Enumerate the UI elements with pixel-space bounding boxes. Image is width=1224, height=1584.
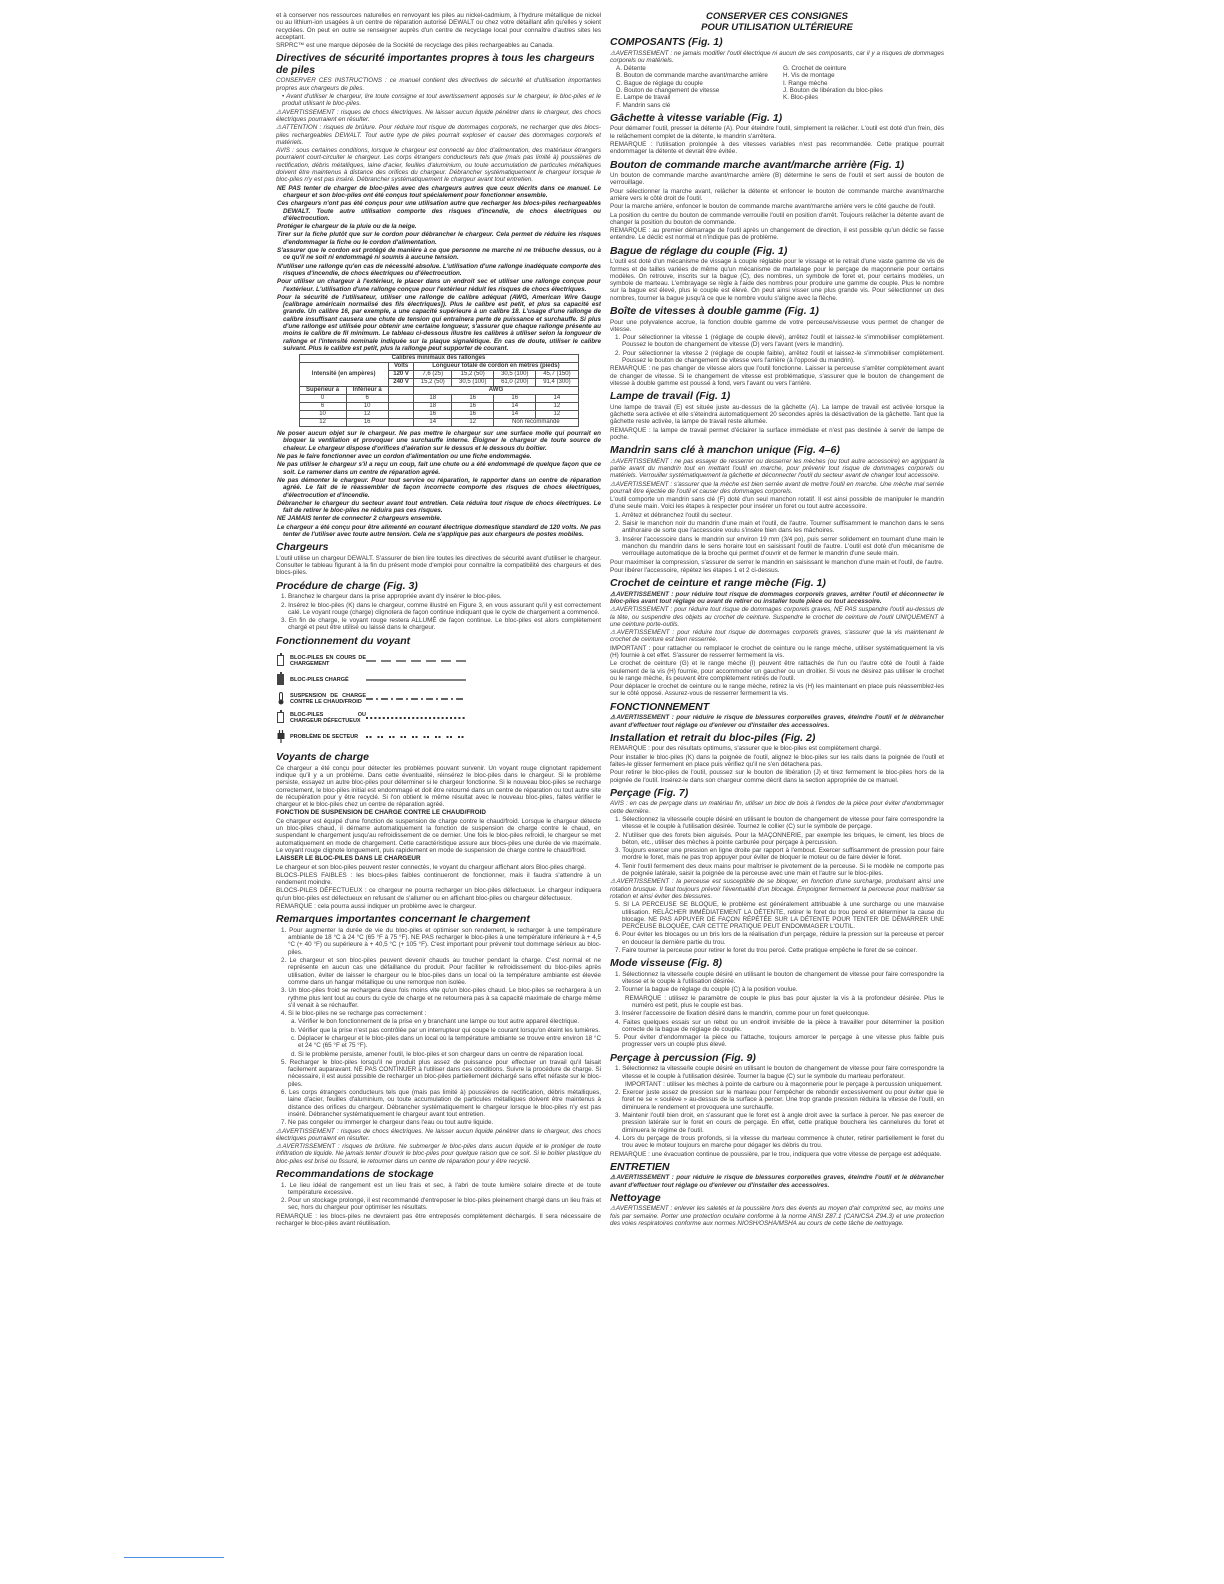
defect-text: BLOCS-PILES DÉFECTUEUX : ce chargeur ne pourra recharger un bloc-piles défectueux. Le chargeur indiquera qu'un bloc-piles est défectueux en refusant de s'allumer ou en affichant bloc-piles ou chargeur défectueux. [276, 887, 601, 902]
nettoyage-warning: ⚠AVERTISSEMENT : enlever les saletés et la poussière hors des évents au moyen d'air comprimé sec, au moins une fois par semaine. Porter une protection oculaire conforme à la norme ANSI Z87.1 (CAN/CSA Z94.3) et une protection des voies respiratoires conforme aux normes NIOSH/OSHA/MSHA au cours de cette tâche de nettoyage. [610, 1205, 944, 1228]
entretien-warning: ⚠AVERTISSEMENT : pour réduire le risque de blessures corporelles graves, éteindre l'outil et le débrancher avant d'effectuer tout réglage ou d'enlever ou d'installer des accessoires. [610, 1174, 944, 1189]
table-cell: 45,7 (150) [536, 371, 578, 379]
indicator-legend [276, 651, 601, 746]
remarque-item: 7. Ne pas congeler ou immerger le chargeur dans l'eau ou tout autre liquide. [281, 1119, 494, 1127]
visseuse-step: 4. Faites quelques essais sur un rebut ou un endroit invisible de la pièce à travailler pour déterminer la position correcte de la bague de réglage de couple. [615, 1018, 944, 1033]
remarque-subitem: c. Déplacer le chargeur et le bloc-piles dans un local où la température ambiante se trouve entre environ 18 °C et 24 °C (65 °F et 75 °F). [291, 1035, 601, 1050]
table-cell: 12 [452, 419, 494, 427]
indicator-label: PROBLÈME DE SECTEUR [290, 733, 359, 740]
boite-step: 1. Pour sélectionner la vitesse 1 (réglage de couple élevé), arrêtez l'outil et laissez-le s'immobiliser complètement. Poussez le bouton de changement de vitesse (D) vers l'avant (vers le mandrin). [615, 334, 944, 349]
remarque-item: 4. Si le bloc-piles ne se recharge pas correctement : [281, 1010, 427, 1018]
safety-caution-burn: ⚠ATTENTION : risques de brûlure. Pour réduire tout risque de dommages corporels, ne recharger que des blocs-piles rechargeables DEWALT. Tout autre type de piles pourrait exploser et causer des dommages corporels et matériels. [276, 124, 601, 146]
safety-read-note: • Avant d'utiliser le chargeur, lire toute consigne et tout avertissement apposés sur le chargeur, le bloc-piles et le produit utilisant le bloc-piles. [282, 93, 601, 108]
lampe-title: Lampe de travail (Fig. 1) [610, 390, 731, 403]
conserver-heading [610, 12, 944, 33]
table-cell: 15,2 (50) [414, 379, 452, 387]
table-cell: 12 [299, 419, 346, 427]
safety-bullet: Ne pas utiliser le chargeur s'il a reçu un coup, fait une chute ou a été endommagé de quelque façon que ce soit. Le ramener dans un centre de réparation agréé. [277, 461, 601, 476]
safety-intro: CONSERVER CES INSTRUCTIONS : ce manuel contient des directives de sécurité et d'utilisation importantes propres aux chargeurs de piles. [276, 77, 601, 92]
table-cell: 6 [299, 403, 346, 411]
percage-step: 5. SI LA PERCEUSE SE BLOQUE, le problème est généralement attribuable à une surcharge ou une mauvaise utilisation. RELÂCHER IMMÉDIATEMENT LA DÉTENTE, retirer le foret du trou percé et déterminer la cause du blocage. NE PAS APPUYER DE FAÇON RÉPÉTÉE SUR LA DÉTENTE POUR TENTER DE DÉMARRER UNE PERCEUSE BLOQUÉE, CAR CETTE PRATIQUE PEUT ENDOMMAGER L'OUTIL. [615, 901, 944, 931]
length-header: Longueur totale de cordon en mètres (pieds) [414, 363, 578, 371]
safety-bullet: Ne poser aucun objet sur le chargeur. Ne pas mettre le chargeur sur une surface molle qui pourrait en bloquer la ventilation et provoquer une surchauffe interne. Éloigner le chargeur de toute source de chaleur. Le chargeur dispose d'orifices d'aération sur le dessus et le dessous du boîtier. [277, 430, 601, 452]
safety-notice: AVIS : sous certaines conditions, lorsque le chargeur est connecté au bloc d'alimentation, des matériaux étrangers pourraient court-circuiter le chargeur. Les corps étrangers conducteurs tels que (mais pas limité à) poussières de rectification, débris métalliques, laine d'acier, feuilles d'aluminium, ou toute accumulation de particules métalliques doivent être maintenus à distance des orifices du chargeur. Débrancher systématiquement le chargeur lorsque le bloc-piles n'y est pas inséré. Débrancher systématiquement le chargeur avant tout entretien. [276, 147, 601, 184]
safety-bullet: S'assurer que le cordon est protégé de manière à ce que personne ne marche ni ne trébuche dessus, ou à ce qu'il ne soit ni endommagé ni soumis à aucune tension. [277, 247, 601, 262]
mandrin-warning: ⚠AVERTISSEMENT : ne pas essayer de resserrer ou desserrer les mèches (ou tout autre accessoire) en agrippant la partie avant du mandrin tout en mettant l'outil en marche, pour prévenir tout risque de dommages corporels ou matériels. Verrouiller systématiquement la gâchette et déconnecter l'outil du secteur avant de changer tout accessoire. [610, 457, 944, 480]
mandrin-step: 3. Insérer l'accessoire dans le mandrin sur environ 19 mm (3/4 po), puis serrer solidement en tournant d'une main le manchon du mandrin dans le sens horaire tout en saisissant l'outil de l'autre. L'outil est doté d'un mécanisme de verrouillage automatique de la broche qui permet d'ouvrir et de fermer le mandrin d'une seule main. [615, 535, 944, 558]
table-cell: 16 [494, 395, 536, 403]
table-cell: 30,5 (100) [452, 379, 494, 387]
indicator-label: BLOC-PILES OU CHARGEUR DÉFECTUEUX [290, 711, 366, 724]
chargeurs-title: Chargeurs [276, 541, 329, 554]
bouton-remarque: REMARQUE : au premier démarrage de l'outil après un changement de direction, il est possible qu'un déclic se fasse entendre. Le déclic est normal et n'indique pas de problème. [610, 227, 944, 242]
amp-label: Intensité (en ampères) [299, 363, 388, 387]
safety-title: Directives de sécurité importantes propres à tous les chargeurs de piles [276, 52, 595, 76]
table-cell: 10 [346, 403, 388, 411]
mandrin-warning: ⚠AVERTISSEMENT : s'assurer que la mèche est bien serrée avant de mettre l'outil en marche. Une mèche mal serrée pourrait être éjectée de l'outil et causer des dommages corporels. [610, 480, 944, 495]
percage-warning: ⚠AVERTISSEMENT : la perceuse est susceptible de se bloquer, en fonction d'une surcharge, produisant ainsi une rotation brusque. Il faut toujours prévoir l'éventualité d'un blocage. Empoigner fermement la perceuse pour maîtriser sa rotation et ainsi éviter des blessures. [610, 878, 944, 900]
table-cell: 12 [536, 411, 578, 419]
extension-cord-table [299, 354, 579, 427]
pattern-solid [366, 677, 466, 683]
suspension-title: FONCTION DE SUSPENSION DE CHARGE CONTRE LE CHAUD/FROID [276, 809, 486, 817]
mandrin-title: Mandrin sans clé à manchon unique (Fig. 4–6) [610, 444, 840, 457]
table-title: Calibres minimaux des rallonges [299, 355, 578, 363]
visseuse-step: 1. Sélectionnez la vitesse/le couple désiré en utilisant le bouton de changement de vitesse pour faire correspondre la vitesse et le couple à l'utilisation désirée. [615, 970, 944, 986]
crochet-text: Pour déplacer le crochet de ceinture ou le range mèche, retirez la vis (H) les maintenant en place puis réassemblez-les sur le côté opposé. Assurez-vous de resserrer fermement la vis. [610, 683, 944, 698]
safety-bullet: NE JAMAIS tenter de connecter 2 chargeurs ensemble. [277, 515, 442, 523]
suspension-text: Ce chargeur est équipé d'une fonction de suspension de charge contre le chaud/froid. Lorsque le chargeur détecte un bloc-piles chaud, il démarre automatiquement la fonction de suspension de charge contre le chaud, en suspendant le chargement jusqu'au refroidissement de ce dernier. Une fois le bloc-piles refroidi, le chargeur se met automatiquement en mode de chargement. Cette caractéristique assure aux blocs-piles une durée de vie maximale. Le voyant rouge clignote longuement, puis rapidement en mode de suspension de charge contre le chaud/froid. [276, 817, 601, 854]
entretien-title: ENTRETIEN [610, 1160, 670, 1173]
mandrin-text: Pour libérer l'accessoire, répétez les étapes 1 et 2 ci-dessus. [610, 566, 780, 574]
stockage-title: Recommandations de stockage [276, 1168, 434, 1181]
indicator-charged [276, 670, 601, 689]
remarque-item: 5. Recharger le bloc-piles lorsqu'il ne produit plus assez de puissance pour effectuer un travail qu'il faisait facilement auparavant. NE PAS CONTINUER à l'utiliser dans ces conditions. Suivre la procédure de charge. Si nécessaire, il est aussi possible de recharger un bloc-piles partiellement déchargé sans effet néfaste sur le bloc-piles. [281, 1058, 601, 1088]
component-item: B. Bouton de commande marche avant/marche arrière [616, 72, 768, 80]
crochet-text: Le crochet de ceinture (G) et le range mèche (I) peuvent être rattachés de l'un ou l'autre côté de l'outil à l'aide seulement de la vis (H) fournie, pour accommoder un gaucher ou un droitier. Si vous ne désirez pas utiliser le crochet ou le range mèche, ils peuvent être complètement retirés de l'outil. [610, 660, 944, 682]
footer-link-underline [124, 1557, 224, 1558]
table-cell: 0 [299, 395, 346, 403]
percage-title: Perçage (Fig. 7) [610, 786, 689, 799]
composants-warning: ⚠AVERTISSEMENT : ne jamais modifier l'outil électrique ni aucun de ses composants, car il y a risques de dommages corporels ou matériels. [610, 49, 944, 64]
table-cell: 16 [414, 411, 452, 419]
table-row [299, 411, 578, 419]
component-item: J. Bouton de libération du bloc-piles [783, 86, 883, 94]
nettoyage-title: Nettoyage [610, 1191, 661, 1204]
visseuse-title: Mode visseuse (Fig. 8) [610, 957, 723, 970]
voyants-text: Ce chargeur a été conçu pour détecter les problèmes pouvant survenir. Un voyant rouge clignotant rapidement indique qu'il y a un problème. Dans cette éventualité, réinsérez le bloc-piles dans le chargeur. Si le problème persiste, essayez un autre bloc-piles pour déterminer si le chargeur fonctionne. Si le nouveau bloc-piles se recharge correctement, le bloc-piles initial est endommagé et doit être retourné dans un centre de réparation ou tout autre site de récupération pour y être recyclé. Si l'on obtient le même résultat avec le nouveau bloc-piles, faites vérifier le chargeur et le bloc-piles chez un centre de réparation agréé. [276, 764, 601, 809]
remarque-item: 6. Les corps étrangers conducteurs tels que (mais pas limité à) poussières de rectification, débris métalliques, laine d'acier, feuilles d'aluminium, ou toute accumulation de particules métalliques doivent être maintenus à distance des orifices du chargeur. Débrancher systématiquement le chargeur lorsque le bloc-piles n'y est pas inséré. Débrancher systématiquement le chargeur avant tout entretien. [281, 1089, 601, 1118]
gachette-remarque: REMARQUE : l'utilisation prolongée à des vitesses variables n'est pas recommandée. Cette pratique pourrait endommager la détente et devrait être évitée. [610, 140, 944, 156]
table-cell: 16 [452, 395, 494, 403]
awg-header: AWG [414, 387, 578, 395]
percage-step: 3. Toujours exercer une pression en ligne droite par rapport à l'embout. Exercer suffisamment de pression pour faire mordre le foret, mais ne pas trop appuyer pour éviter de bloquer le moteur ou de faire dévier le foret. [615, 847, 944, 862]
pattern-long-dashes [366, 658, 466, 664]
pattern-dash-dot [366, 696, 466, 702]
procedure-step: 2. Insérez le bloc-piles (K) dans le chargeur, comme illustré en Figure 3, en vous assurant qu'il y est correctement calé. Le voyant rouge (charge) clignotera de façon continue indiquant que le cycle de chargement a commencé. [281, 601, 601, 616]
safety-bullet: Protéger le chargeur de la pluie ou de la neige. [277, 223, 417, 231]
table-cell: 10 [299, 411, 346, 419]
table-cell: 61,0 (200) [494, 379, 536, 387]
percussion-important: IMPORTANT : utiliser les mèches à pointe de carbure ou à maçonnerie pour le perçage à percussion uniquement. [625, 1080, 943, 1088]
crochet-warning: ⚠AVERTISSEMENT : pour réduire tout risque de dommages corporels graves, arrêter l'outil et déconnecter le bloc-piles avant tout réglage ou avant de retirer ou installer toute pièce ou tout accessoire. [610, 590, 944, 605]
table-cell: 18 [414, 403, 452, 411]
fonctionnement-title: FONCTIONNEMENT [610, 700, 710, 713]
crochet-warning: ⚠AVERTISSEMENT : pour réduire tout risque de dommages corporels graves, NE PAS suspendre l'outil au-dessus de la tête, ou suspendre des objets au crochet de ceinture. Suspendre le crochet de ceinture de l'outil UNIQUEMENT à une ceinture porte-outils. [610, 606, 944, 628]
laisser-title: LAISSER LE BLOC-PILES DANS LE CHARGEUR [276, 855, 421, 863]
percage-step: 4. Tenir l'outil fermement des deux mains pour maîtriser le pivotement de la perceuse. Si le modèle ne comporte pas de poignée latérale, saisir la poignée de la perceuse avec une main et l'autre sur le bloc-piles. [615, 862, 944, 878]
install-title: Installation et retrait du bloc-piles (Fig. 2) [610, 731, 816, 744]
lampe-text: Une lampe de travail (E) est située juste au-dessus de la gâchette (A). La lampe de travail est activée lorsque la gâchette sera activée et elle s'éteindra automatiquement 20 secondes après la désactivation de la gâchette. Tant que la gâchette reste activée, la lampe de travail reste allumée. [610, 403, 944, 426]
table-cell: 16 [346, 419, 388, 427]
stockage-item: 2. Pour un stockage prolongé, il est recommandé d'entreposer le bloc-piles pleinement chargé dans un lieu frais et sec, hors du chargeur pour optimiser les résultats. [281, 1197, 601, 1212]
inf-header: Inférieur à [346, 387, 388, 395]
table-row [299, 395, 578, 403]
remarque-subitem: b. Vérifier que la prise n'est pas contrôlée par un interrupteur qui coupe le courant lorsqu'on éteint les lumières. [291, 1026, 601, 1034]
mandrin-text: Pour maximiser la compression, s'assurer de serrer le mandrin en saisissant le manchon d'une main et l'outil, de l'autre. [610, 558, 944, 566]
safety-bullet: Le chargeur a été conçu pour être alimenté en courant électrique domestique standard de 120 volts. Ne pas tenter de l'utiliser avec toute autre tension. Cela ne s'applique pas aux chargeurs de postes mobiles. [277, 523, 601, 539]
manual-page [276, 12, 944, 1560]
component-item: G. Crochet de ceinture [783, 65, 847, 73]
remarque-text: REMARQUE : cela pourra aussi indiquer un problème avec le chargeur. [276, 903, 477, 911]
safety-bullet: NE PAS tenter de charger de bloc-piles avec des chargeurs autres que ceux décrits dans ce manuel. Le chargeur et son bloc-piles ont été conçus tout spécialement pour fonctionner ensemble. [277, 184, 601, 199]
safety-bullet: Débrancher le chargeur du secteur avant tout entretien. Cela réduira tout risque de chocs électriques. Le fait de retirer le bloc-piles ne réduira pas ces risques. [277, 499, 601, 515]
heading-line: POUR UTILISATION ULTÉRIEURE [701, 21, 853, 33]
table-cell: 7,6 (25) [414, 371, 452, 379]
voyants-title: Voyants de charge [276, 751, 369, 764]
volts-header: Volts [388, 363, 414, 371]
warning-burn: ⚠AVERTISSEMENT : risques de brûlure. Ne submerger le bloc-piles dans aucun liquide et le protéger de toute infiltration de liquide. Ne jamais tenter d'ouvrir le bloc-piles pour quelque raison que ce soit. Si le boîtier plastique du bloc-piles est brisé ou fissuré, le retourner dans un centre de réparation pour y être recyclé. [276, 1143, 601, 1165]
boite-title: Boîte de vitesses à double gamme (Fig. 1) [610, 305, 819, 318]
left-column [276, 12, 601, 1560]
table-cell: 91,4 (300) [536, 379, 578, 387]
plug-icon [276, 730, 286, 743]
component-item: K. Bloc-piles [783, 94, 818, 102]
visseuse-step: 3. Insérer l'accessoire de fixation désiré dans le mandrin, comme pour un foret quelconque. [615, 1010, 870, 1018]
table-cell: 14 [414, 419, 452, 427]
visseuse-step: 5. Pour éviter d'endommager la pièce ou l'attache, toujours amorcer le perçage à une vitesse plus faible puis progresser vers un couple plus élevé. [615, 1034, 944, 1049]
table-row [299, 419, 578, 427]
table-cell: Non recommandé [494, 419, 578, 427]
indicator-charging [276, 651, 601, 670]
fonctionnement-warning: ⚠AVERTISSEMENT : pour réduire le risque de blessures corporelles graves, éteindre l'outil et le débrancher avant d'effectuer tout réglage ou d'enlever ou d'installer des accessoires. [610, 714, 944, 729]
table-cell: 6 [346, 395, 388, 403]
safety-bullet: Ne pas le faire fonctionner avec un cordon d'alimentation ou une fiche endommagée. [277, 453, 532, 461]
stockage-item: 1. Le lieu idéal de rangement est un lieu frais et sec, à l'abri de toute lumière solaire directe et de toute température excessive. [281, 1181, 601, 1196]
component-item: F. Mandrin sans clé [616, 101, 671, 109]
mandrin-step: 1. Arrêtez et débranchez l'outil du secteur. [615, 511, 733, 519]
table-cell: 14 [494, 403, 536, 411]
composants-title: COMPOSANTS (Fig. 1) [610, 36, 723, 48]
boite-step: 2. Pour sélectionner la vitesse 2 (réglage de couple faible), arrêtez l'outil et laissez-le s'immobiliser complètement. Poussez le bouton de changement de vitesse vers l'arrière (à l'opposé du mandrin). [615, 349, 944, 364]
safety-bullet: Ne pas démonter le chargeur. Pour tout service ou réparation, le rapporter dans un centre de réparation agréé. Le fait de le réassembler de façon incorrecte comporte des risques de chocs électriques, d'électrocution et d'incendie. [277, 476, 601, 499]
bouton-text: Un bouton de commande marche avant/marche arrière (B) détermine le sens de l'outil et sert aussi de bouton de verrouillage. [610, 172, 944, 187]
component-item: A. Détente [616, 65, 646, 73]
components-list [616, 65, 944, 109]
crochet-title: Crochet de ceinture et range mèche (Fig. 1) [610, 577, 826, 590]
percussion-remarque: REMARQUE : une évacuation continue de poussière, par le trou, indiquera que votre vitesse de perçage est adéquate. [610, 1150, 942, 1158]
safety-bullet: Pour utiliser un chargeur à l'extérieur, le placer dans un endroit sec et utiliser une rallonge conçue pour l'extérieur. L'utilisation d'une rallonge conçue pour l'extérieur réduit les risques de chocs électriques. [277, 278, 601, 293]
table-cell: 12 [536, 403, 578, 411]
percussion-step: 3. Maintenir l'outil bien droit, en s'assurant que le foret est à angle droit avec la surface à percer. Ne pas exercer de pression latérale sur le foret en cours de perçage. En effet, cette pratique bouchera les cannelures du foret et diminuera le régime de l'outil. [615, 1112, 944, 1134]
procedure-step: 1. Branchez le chargeur dans la prise appropriée avant d'y insérer le bloc-piles. [281, 593, 502, 601]
table-cell: 15,2 (50) [452, 371, 494, 379]
indicator-label: BLOC-PILES CHARGÉ [290, 676, 349, 683]
safety-bullet: Ces chargeurs n'ont pas été conçus pour une utilisation autre que recharger les blocs-piles rechargeables DEWALT. Toute autre utilisation comporte des risques d'incendie, de chocs électriques ou d'électrocution. [277, 200, 601, 222]
pattern-dots [366, 715, 466, 721]
boite-remarque: REMARQUE : ne pas changer de vitesse alors que l'outil fonctionne. Laisser la perceuse s'arrêter complètement avant de changer de vitesse. Si le changement de vitesse est problématique, s'assurer que le bouton de changement de vitesse à double gamme est poussé à fond, vers l'avant ou vers l'arrière. [610, 365, 944, 387]
safety-bullet: Tirer sur la fiche plutôt que sur le cordon pour débrancher le chargeur. Cela permet de réduire les risques d'endommager la fiche ou le cordon d'alimentation. [277, 231, 601, 246]
percussion-step: 2. Exercer juste assez de pression sur le marteau pour l'empêcher de rebondir excessivement ou pour éviter que le foret ne se « soulève » au-dessus de la surface à percer. Une trop grande pression réduira la vitesse de l'outil, en diminuera le rendement et provoquera une surchauffe. [615, 1089, 944, 1111]
boite-text: Pour une polyvalence accrue, la fonction double gamme de votre perceuse/visseuse vous permet de changer de vitesse. [610, 318, 944, 333]
stockage-remarque: REMARQUE : les blocs-piles ne devraient pas être entreposés complètement déchargés. Il sera nécessaire de recharger le bloc-piles avant réutilisation. [276, 1212, 601, 1228]
faibles-text: BLOCS-PILES FAIBLES : les blocs-piles faibles continueront de fonctionner, mais il faudra s'attendre à un rendement moindre. [276, 871, 601, 887]
table-cell: 12 [346, 411, 388, 419]
remarque-subitem: a. Vérifier le bon fonctionnement de la prise en y branchant une lampe ou tout autre appareil électrique. [291, 1018, 580, 1026]
percussion-title: Perçage à percussion (Fig. 9) [610, 1051, 756, 1064]
percussion-step: 1. Sélectionnez la vitesse/le couple désiré en utilisant le bouton de changement de vitesse pour faire correspondre la vitesse et le couple à l'utilisation désirée. Tourner la bague (C) sur le symbole du marteau perforateur. [615, 1065, 944, 1080]
table-cell: 18 [414, 395, 452, 403]
mandrin-text: L'outil comporte un mandrin sans clé (F) doté d'un seul manchon rotatif. Il est ainsi possible de manipuler le mandrin d'une seule main. Voici les étapes à respecter pour insérer un foret ou tout autre accessoire. [610, 496, 944, 511]
percage-avis: AVIS : en cas de perçage dans un matériau fin, utiliser un bloc de bois à l'endos de la pièce pour éviter d'endommager cette dernière. [610, 800, 944, 815]
heading-line: CONSERVER CES CONSIGNES [706, 12, 848, 22]
sprbc-note: SRPRC™ est une marque déposée de la Société de recyclage des piles rechargeables au Canada. [276, 42, 554, 50]
mandrin-step: 2. Saisir le manchon noir du mandrin d'une main et l'outil, de l'autre. Tourner suffisamment le manchon dans le sens antihoraire de sorte que l'accessoire voulu s'insère bien dans les mâchoires. [615, 520, 944, 535]
procedure-step: 3. En fin de charge, le voyant rouge restera ALLUMÉ de façon continue. Le bloc-piles est alors complètement chargé et peut être utilisé ou laissé dans le chargeur. [281, 617, 601, 632]
safety-warning-shock: ⚠AVERTISSEMENT : risques de chocs électriques. Ne laisser aucun liquide pénétrer dans le chargeur, des chocs électriques pourraient en résulter. [276, 108, 601, 123]
procedure-title: Procédure de charge (Fig. 3) [276, 579, 418, 592]
sup-header: Supérieur à [299, 387, 346, 395]
pattern-double-dots [366, 734, 466, 740]
warning-liquid: ⚠AVERTISSEMENT : risques de chocs électriques. Ne laisser aucun liquide pénétrer dans le chargeur, des chocs électriques pourraient en résulter. [276, 1127, 601, 1142]
table-cell: 14 [536, 395, 578, 403]
table-row [299, 403, 578, 411]
bouton-text: La position du centre du bouton de commande verrouille l'outil en position d'arrêt. Toujours relâcher la détente avant de changer la position du bouton de commande. [610, 211, 944, 226]
safety-bullet: Pour la sécurité de l'utilisateur, utiliser une rallonge de calibre adéquat (AWG, American Wire Gauge [calibrage américain normalisé des fils électriques]). Plus le calibre est petit, et plus sa capacité est grande. Un calibre 16, par exemple, a une capacité supérieure à un calibre 18. L'usage d'une rallonge de calibre insuffisant causera une chute de tension qui entraînera perte de puissance et surchauffe. Si plus d'une rallonge est utilisée pour obtenir une certaine longueur, s'assurer que chaque rallonge présente au moins le calibre de fil minimum. Le tableau ci-dessous illustre les calibres à utiliser selon la longueur de rallonge et l'intensité nominale indiquée sur la plaque signalétique. En cas de doute, utiliser le calibre suivant. Plus le calibre est petit, plus la rallonge peut supporter de courant. [277, 293, 601, 352]
install-remarque: REMARQUE : pour des résultats optimums, s'assurer que le bloc-piles est complètement chargé. [610, 745, 882, 753]
component-item: H. Vis de montage [783, 72, 835, 80]
table-cell: 16 [452, 411, 494, 419]
crochet-important: IMPORTANT : pour rattacher ou remplacer le crochet de ceinture ou le range mèche, utiliser systématiquement la vis (H) fournie à cet effet. S'assurer de resserrer fermement la vis. [610, 644, 944, 659]
gachette-text: Pour démarrer l'outil, presser la détente (A). Pour éteindre l'outil, simplement la relâcher. L'outil est doté d'un frein, dès le relâchement complet de la détente, le mandrin s'arrêtera. [610, 125, 944, 140]
indicator-label: BLOC-PILES EN COURS DE CHARGEMENT [290, 654, 366, 667]
component-item: I. Range mèche [783, 79, 828, 87]
percage-step: 1. Sélectionnez la vitesse/le couple désiré en utilisant le bouton de changement de vitesse pour faire correspondre la vitesse et le couple à l'utilisation désirée. Tournez le collier (C) sur le symbole de perçage. [615, 815, 944, 831]
visseuse-remarque: REMARQUE : utilisez le paramètre de couple le plus bas pour ajuster la vis à la profondeur désirée. Plus le numéro est petit, plus le couple est bas. [625, 994, 944, 1009]
install-text: Pour installer le bloc-piles (K) dans la poignée de l'outil, alignez le bloc-piles sur les rails dans la poignée de l'outil et faites-le glisser fermement en place puis vérifiez qu'il ne s'en détachera pas. [610, 753, 944, 768]
laisser-text: Le chargeur et son bloc-piles peuvent rester connectés, le voyant du chargeur affichant alors Bloc-piles chargé. [276, 863, 587, 871]
bouton-title: Bouton de commande marche avant/marche arrière (Fig. 1) [610, 158, 905, 171]
percage-step: 2. N'utiliser que des forets bien aiguisés. Pour la MAÇONNERIE, par exemple les briques, le ciment, les blocs de béton, etc., utiliser des mèches à pointe carburée pour perçage à percussion. [615, 831, 944, 846]
percage-step: 7. Faire tourner la perceuse pour retirer le foret du trou percé. Cette pratique empêche le foret de se coincer. [615, 947, 918, 954]
component-item: C. Bague de réglage du couple [616, 79, 703, 87]
indicator-defective [276, 708, 601, 727]
volts-120: 120 V [388, 371, 414, 379]
recycling-intro: et à conserver nos ressources naturelles en renvoyant les piles au nickel-cadmium, à l'hydrure métallique de nickel ou au lithium-ion usagées à un centre de réparation autorisé DEWALT ou chez votre détaillant afin qu'elles y soient recyclées. On peut en outre se renseigner auprès d'un centre de recyclage local pour connaître d'autres sites les acceptant. [276, 12, 601, 41]
table-cell: 30,5 (100) [494, 371, 536, 379]
indicator-hot-cold [276, 689, 601, 708]
safety-bullet: N'utiliser une rallonge qu'en cas de nécessité absolue. L'utilisation d'une rallonge inadéquate comporte des risques d'incendie, de chocs électriques ou d'électrocution. [277, 262, 601, 277]
voyant-title: Fonctionnement du voyant [276, 634, 411, 647]
thermometer-icon [276, 692, 286, 705]
remarque-item: 1. Pour augmenter la durée de vie du bloc-piles et optimiser son rendement, le recharger à une température ambiante de 18 °C à 24 °C (65 °F à 75 °F). NE PAS recharger le bloc-piles à une température inférieure à + 4,5 °C (+ 40 °F) ou supérieure à + 40,5 °C (+ 105 °F). C'est important pour prévenir tout dommage sérieux au bloc-piles. [281, 926, 601, 956]
component-item: D. Bouton de changement de vitesse [616, 86, 720, 94]
install-text: Pour retirer le bloc-piles de l'outil, poussez sur le bouton de libération (J) et tirez fermement le bloc-piles hors de la poignée de l'outil. Insérez-le dans son chargeur comme décrit dans la section appropriée de ce manuel. [610, 769, 944, 784]
volts-240: 240 V [388, 379, 414, 387]
bague-text: L'outil est doté d'un mécanisme de vissage à couple réglable pour le vissage et le retrait d'une vaste gamme de vis de formes et de tailles variées de même qu'un mécanisme de martelage pour le perçage de maçonnerie pour certains modèles. On retrouve, inscrits sur la bague (C), des nombres, un symbole de foret et, pour certains modèles, un symbole de marteau. L'embrayage se règle à l'aide des nombres pour produire une gamme de couple. Plus le nombre sur la bague est élevé, plus le couple est élevé. On peut ainsi visser une plus grande vis. Pour sélectionner un des nombres, tourner la bague jusqu'à ce que le nombre voulu s'aligne avec la flèche. [610, 258, 944, 302]
table-cell: 16 [452, 403, 494, 411]
percage-step: 6. Pour éviter les blocages ou un bris lors de la réalisation d'un perçage, réduire la pression sur la perceuse et percer en douceur la dernière partie du trou. [615, 931, 944, 946]
remarque-item: 3. Un bloc-piles froid se rechargera deux fois moins vite qu'un bloc-piles chaud. Le bloc-piles se rechargera à un rythme plus lent tout au cours du cycle de charge et ne retournera pas à sa capacité maximale de charge même s'il venait à se réchauffer. [281, 987, 601, 1009]
percussion-step: 4. Lors du perçage de trous profonds, si la vitesse du marteau commence à chuter, retirer partiellement le foret du trou avec le moteur toujours en marche pour dégager les débris du trou. [615, 1134, 944, 1150]
visseuse-step: 2. Tourner la bague de réglage du couple (C) à la position voulue. [615, 986, 798, 994]
crochet-warning: ⚠AVERTISSEMENT : pour réduire tout risque de dommages corporels graves, s'assurer que la vis maintenant le crochet de ceinture est bien resserrée. [610, 629, 944, 644]
lampe-remarque: REMARQUE : la lampe de travail permet d'éclairer la surface immédiate et n'est pas destinée à servir de lampe de poche. [610, 426, 944, 441]
bouton-text: Pour la marche arrière, enfoncer le bouton de commande marche avant/marche arrière vers le côté gauche de l'outil. [610, 203, 936, 211]
bouton-text: Pour sélectionner la marche avant, relâcher la détente et enfoncer le bouton de commande marche avant/marche arrière vers le côté droit de l'outil. [610, 187, 944, 202]
chargeurs-text: L'outil utilise un chargeur DEWALT. S'assurer de bien lire toutes les directives de sécurité avant d'utiliser le chargeur. Consulter le tableau figurant à la fin du présent mode d'emploi pour connaître la compatibilité des chargeurs et des blocs-piles. [276, 554, 601, 577]
battery-icon [276, 654, 286, 667]
remarques-title: Remarques importantes concernant le chargement [276, 913, 530, 926]
battery-charger-icon [276, 711, 286, 724]
indicator-line-problem [276, 727, 601, 746]
right-column [610, 12, 944, 1560]
indicator-label: SUSPENSION DE CHARGE CONTRE LE CHAUD/FROID [290, 692, 366, 705]
table-cell: 14 [494, 411, 536, 419]
remarque-subitem: d. Si le problème persiste, amener l'outil, le bloc-piles et son chargeur dans un centre de réparation local. [291, 1050, 584, 1058]
battery-full-icon [276, 673, 286, 686]
bague-title: Bague de réglage du couple (Fig. 1) [610, 244, 788, 257]
remarque-item: 2. Le chargeur et son bloc-piles peuvent devenir chauds au toucher pendant la charge. C'est normal et ne représente en aucun cas une défaillance du produit. Pour faciliter le refroidissement du bloc-piles après utilisation, éviter de laisser le chargeur ou le bloc-piles dans un local où la température ambiante est élevée comme dans un hangar métallique ou une remorque non isolée. [281, 957, 601, 986]
gachette-title: Gâchette à vitesse variable (Fig. 1) [610, 111, 783, 124]
component-item: E. Lampe de travail [616, 94, 671, 102]
